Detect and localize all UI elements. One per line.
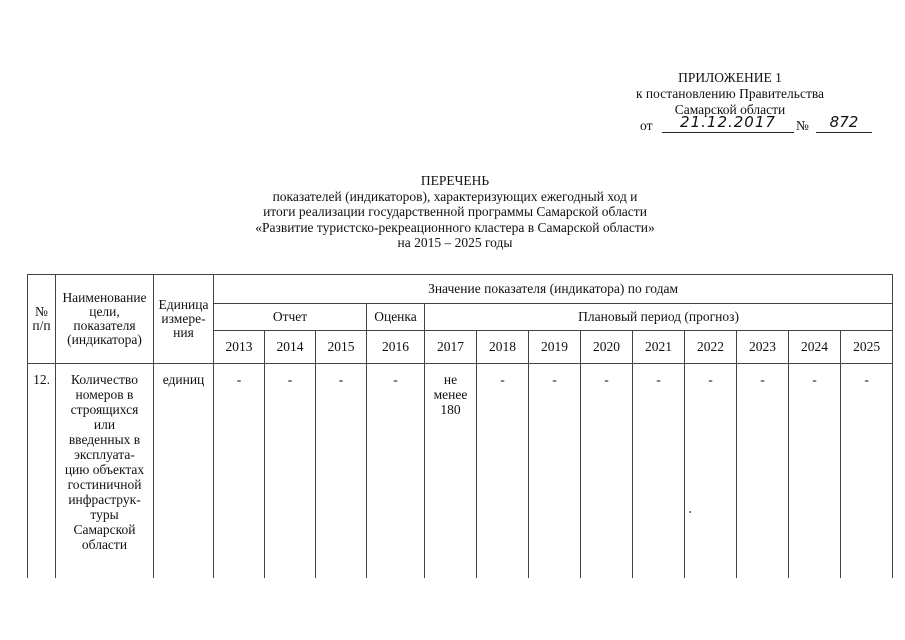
order-number-handwritten: 872 [816, 114, 872, 133]
row-name-line: строящихся [70, 402, 139, 417]
row-value-cell [529, 372, 581, 578]
row-value-line: - [864, 372, 869, 387]
header-row-number-line: № [35, 304, 48, 319]
row-value-cell [789, 372, 841, 578]
row-value-cell [265, 372, 316, 578]
order-line [600, 113, 860, 136]
row-name-line: эксплуата- [74, 447, 135, 462]
row-value-cell [425, 372, 477, 578]
header-group-plan: Плановый период (прогноз) [425, 304, 893, 331]
header-year: 2018 [477, 331, 529, 364]
row-value-line: 180 [440, 402, 461, 417]
row-name-line: туры [90, 507, 119, 522]
heading-line-4: на 2015 – 2025 годы [397, 235, 513, 250]
row-value-line: - [760, 372, 765, 387]
appendix-region-line: Самарской области [674, 102, 786, 117]
heading-title: ПЕРЕЧЕНЬ [420, 173, 490, 188]
header-row-number-line: п/п [32, 318, 51, 333]
row-value-line: - [708, 372, 713, 387]
table-row [28, 372, 893, 578]
header-year: 2016 [367, 331, 425, 364]
scan-speck [689, 511, 691, 513]
header-unit-line: Единица [158, 297, 209, 312]
indicators-table [27, 274, 893, 578]
appendix-title: ПРИЛОЖЕНИЕ 1 [678, 70, 782, 85]
header-year: 2025 [841, 331, 893, 364]
row-value-cell [367, 372, 425, 578]
header-year: 2023 [737, 331, 789, 364]
header-name-line: Наименование [62, 290, 147, 305]
row-name-line: гостиничной [67, 477, 142, 492]
header-year: 2015 [316, 331, 367, 364]
header-year: 2013 [214, 331, 265, 364]
row-indicator-name [56, 372, 154, 578]
header-year: 2021 [633, 331, 685, 364]
order-date-handwritten: 21.12.2017 [662, 114, 794, 133]
row-name-line: введенных в [68, 432, 141, 447]
header-year: 2019 [529, 331, 581, 364]
heading-line-3: «Развитие туристско-рекреационного кластера в Самарской области» [255, 219, 655, 235]
header-gap-row [28, 364, 893, 373]
row-name-line: номеров в [75, 387, 134, 402]
heading-line-1: показателей (индикаторов), характеризующих ежегодный ход и [272, 188, 638, 204]
header-year: 2014 [265, 331, 316, 364]
row-value-cell [633, 372, 685, 578]
row-value-line: - [604, 372, 609, 387]
header-name-line: (индикатора) [67, 332, 142, 347]
row-name-line: цию объектах [64, 462, 145, 477]
row-value-line: - [812, 372, 817, 387]
header-values-by-year: Значение показателя (индикатора) по годам [214, 275, 893, 304]
row-value-cell [685, 372, 737, 578]
header-year: 2017 [425, 331, 477, 364]
order-number-label: № [796, 118, 809, 133]
header-unit [154, 275, 214, 364]
header-indicator-name [56, 275, 154, 364]
heading-line-2: итоги реализации государственной программы Самарской области [263, 204, 647, 219]
appendix-resolution-line: к постановлению Правительства [635, 86, 825, 101]
row-value-line: не [443, 372, 458, 387]
row-value-line: - [656, 372, 661, 387]
row-value-cell [737, 372, 789, 578]
header-name-line: цели, [89, 304, 120, 319]
header-unit-line: измере- [161, 311, 206, 326]
header-year: 2020 [581, 331, 633, 364]
row-value-line: - [552, 372, 557, 387]
order-date-label: от [640, 118, 653, 133]
row-unit: единиц [154, 372, 214, 578]
row-value-line: - [393, 372, 398, 387]
header-year: 2024 [789, 331, 841, 364]
row-value-line: - [500, 372, 505, 387]
row-name-line: или [93, 417, 116, 432]
row-value-line: менее [433, 387, 468, 402]
row-name-line: инфраструк- [68, 492, 141, 507]
appendix-block [600, 70, 860, 136]
header-name-line: показателя [73, 318, 136, 333]
header-year: 2022 [685, 331, 737, 364]
row-value-cell [841, 372, 893, 578]
row-value-cell [316, 372, 367, 578]
header-row-number [28, 275, 56, 364]
header-group-report: Отчет [214, 304, 367, 331]
row-name-line: Самарской [73, 522, 136, 537]
row-number: 12. [28, 372, 56, 578]
row-value-cell [214, 372, 265, 578]
row-name-line: Количество [71, 372, 138, 387]
header-unit-line: ния [173, 325, 194, 340]
row-value-cell [477, 372, 529, 578]
row-name-line: области [81, 537, 128, 552]
header-group-estimate: Оценка [367, 304, 425, 331]
document-heading [200, 173, 710, 251]
row-value-cell [581, 372, 633, 578]
row-value-line: - [236, 372, 242, 387]
row-value-line: - [338, 372, 344, 387]
row-value-line: - [287, 372, 293, 387]
